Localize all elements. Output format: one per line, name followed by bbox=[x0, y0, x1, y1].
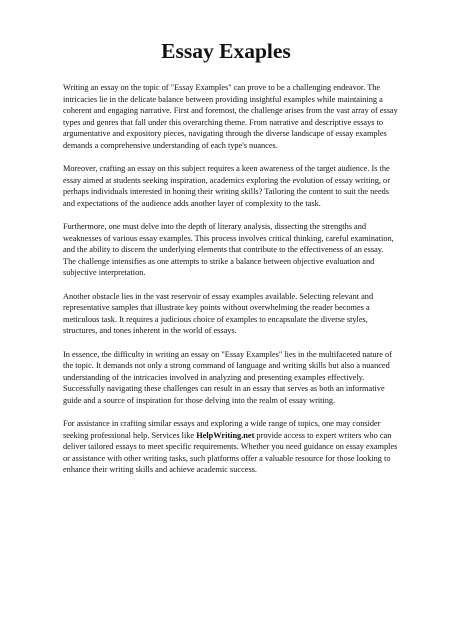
document-body bbox=[63, 82, 398, 488]
paragraph-1: Writing an essay on the topic of "Essay Examples" can prove to be a challenging endeavor. The intricacies lie in the delicate balance between providing insightful examples while maintaining a coherent and engaging narrative. First and foremost, the challenge arises from the vast array of essay types and genres that fall under this overarching theme. From narrative and descriptive essays to argumentative and expository pieces, navigating through the diverse landscape of essay examples demands a comprehensive understanding of each type's nuances. bbox=[63, 83, 398, 150]
paragraph-2: Moreover, crafting an essay on this subject requires a keen awareness of the target audience. Is the essay aimed at students seeking inspiration, academics exploring the evolution of essay writing, or perhaps individuals interested in honing their writing skills? Tailoring the content to suit the needs and expectations of the audience adds another layer of complexity to the task. bbox=[63, 164, 390, 208]
helpwriting-link[interactable]: HelpWriting.net bbox=[196, 430, 255, 440]
paragraph-3: Furthermore, one must delve into the depth of literary analysis, dissecting the strengths and weaknesses of various essay examples. This process involves critical thinking, careful examination, and the ability to discern the underlying elements that contribute to the effectiveness of an essay. The challenge intensifies as one attempts to strike a balance between objective evaluation and subjective interpretation. bbox=[63, 222, 394, 277]
document-title: Essay Exaples bbox=[161, 39, 291, 63]
paragraph-6-before: For assistance in crafting similar essays and exploring a wide range of topics, one may consider seeking professional help. Services like bbox=[63, 419, 381, 440]
paragraph-5: In essence, the difficulty in writing an essay on "Essay Examples" lies in the multifaceted nature of the topic. It demands not only a strong command of language and writing skills but also a nuanced understanding of the intricacies involved in analyzing and presenting examples effectively. Successfully navigating these challenges can result in an essay that serves as both an informative guide and a source of inspiration for those delving into the realm of essay writing. bbox=[63, 349, 392, 405]
paragraph-6 bbox=[63, 418, 398, 476]
paragraph-4: Another obstacle lies in the vast reservoir of essay examples available. Selecting relevant and representative samples that illustrate key points without overwhelming the reader becomes a meticulous task. It requires a judicious choice of examples to encapsulate the diverse styles, structures, and tones inherent in the world of essays. bbox=[63, 291, 374, 335]
paragraph-6-after: provide access to expert writers who can deliver tailored essays to meet specific requirements. Whether you need guidance on essay examples or assistance with other writing tasks, such platforms offer a valuable resource for those looking to enhance their writing skills and achieve academic success. bbox=[63, 430, 398, 474]
